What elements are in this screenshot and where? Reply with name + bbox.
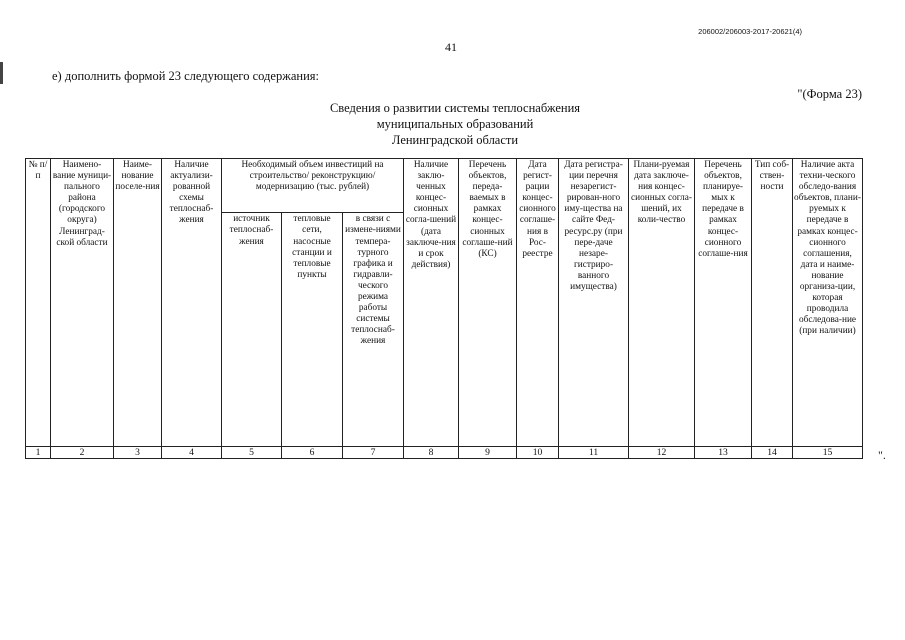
column-number: 2	[51, 447, 114, 459]
header-inspection-act: Наличие акта техни-ческого обследо-вания объектов, плани-руемых к передаче в рамках концес-сионного соглашения, дата и наиме-нование организа-ции, которая проводила обследова-ние (при наличии)	[793, 159, 863, 447]
column-number: 1	[26, 447, 51, 459]
title-line-2: муниципальных образований	[376, 117, 534, 131]
column-numbers-row	[26, 447, 863, 459]
header-ownership-type: Тип соб-ствен-ности	[752, 159, 793, 447]
document-id: 206002/206003-2017-20621(4)	[698, 27, 802, 36]
header-fedresurs-date: Дата регистра-ции перечня незарегист-рирован-ного иму-щества на сайте Фед-ресурс.ру (при пере-даче незаре-гистриро-ванного имущества)	[559, 159, 629, 447]
title-line-1: Сведения о развитии системы теплоснабжения	[329, 101, 581, 115]
column-number: 10	[517, 447, 559, 459]
column-number: 7	[343, 447, 404, 459]
header-heat-networks: тепловые сети, насосные станции и тепловые пункты	[282, 213, 343, 447]
column-number: 3	[114, 447, 162, 459]
column-number: 9	[459, 447, 517, 459]
column-number: 11	[559, 447, 629, 459]
header-settlement: Наиме-нование поселе-ния	[114, 159, 162, 447]
intro-text: е) дополнить формой 23 следующего содержания:	[52, 69, 319, 83]
form-label: "(Форма 23)	[797, 87, 862, 101]
header-heat-source: источник теплоснаб-жения	[222, 213, 282, 447]
closing-quote: ".	[878, 448, 886, 462]
form-23-table	[25, 158, 863, 459]
header-planned-objects: Перечень объектов, планируе-мых к передаче в рамках концес-сионного соглаше-ния	[695, 159, 752, 447]
header-concessions: Наличие заклю-ченных концес-сионных согла-шений (дата заключе-ния и срок действия)	[404, 159, 459, 447]
column-number: 14	[752, 447, 793, 459]
header-planned-date: Плани-руемая дата заключе-ния концес-сионных согла-шений, их коли-чество	[629, 159, 695, 447]
column-number: 5	[222, 447, 282, 459]
header-number: № п/п	[26, 159, 51, 447]
column-number: 4	[162, 447, 222, 459]
page-number: 41	[445, 40, 457, 54]
column-number: 8	[404, 447, 459, 459]
header-investment-group: Необходимый объем инвестиций на строительство/ реконструкцию/модернизацию (тыс. рублей)	[222, 159, 404, 213]
column-number: 15	[793, 447, 863, 459]
header-objects-list: Перечень объектов, переда-ваемых в рамках концес-сионных соглаше-ний (КС)	[459, 159, 517, 447]
header-heat-scheme: Наличие актуализи-рованной схемы теплоснаб-жения	[162, 159, 222, 447]
table-title	[230, 100, 680, 148]
column-number: 13	[695, 447, 752, 459]
title-line-3: Ленинградской области	[391, 133, 519, 147]
column-number: 12	[629, 447, 695, 459]
scan-margin-mark	[0, 62, 3, 84]
column-number: 6	[282, 447, 343, 459]
header-temperature-regime: в связи с измене-ниями темпера-турного графика и гидравли-ческого режима работы системы теплоснаб-жения	[343, 213, 404, 447]
header-registration-date: Дата регист-рации концес-сионного соглаше-ния в Рос-реестре	[517, 159, 559, 447]
header-district: Наимено-вание муници-пального района (городского округа) Ленинград-ской области	[51, 159, 114, 447]
